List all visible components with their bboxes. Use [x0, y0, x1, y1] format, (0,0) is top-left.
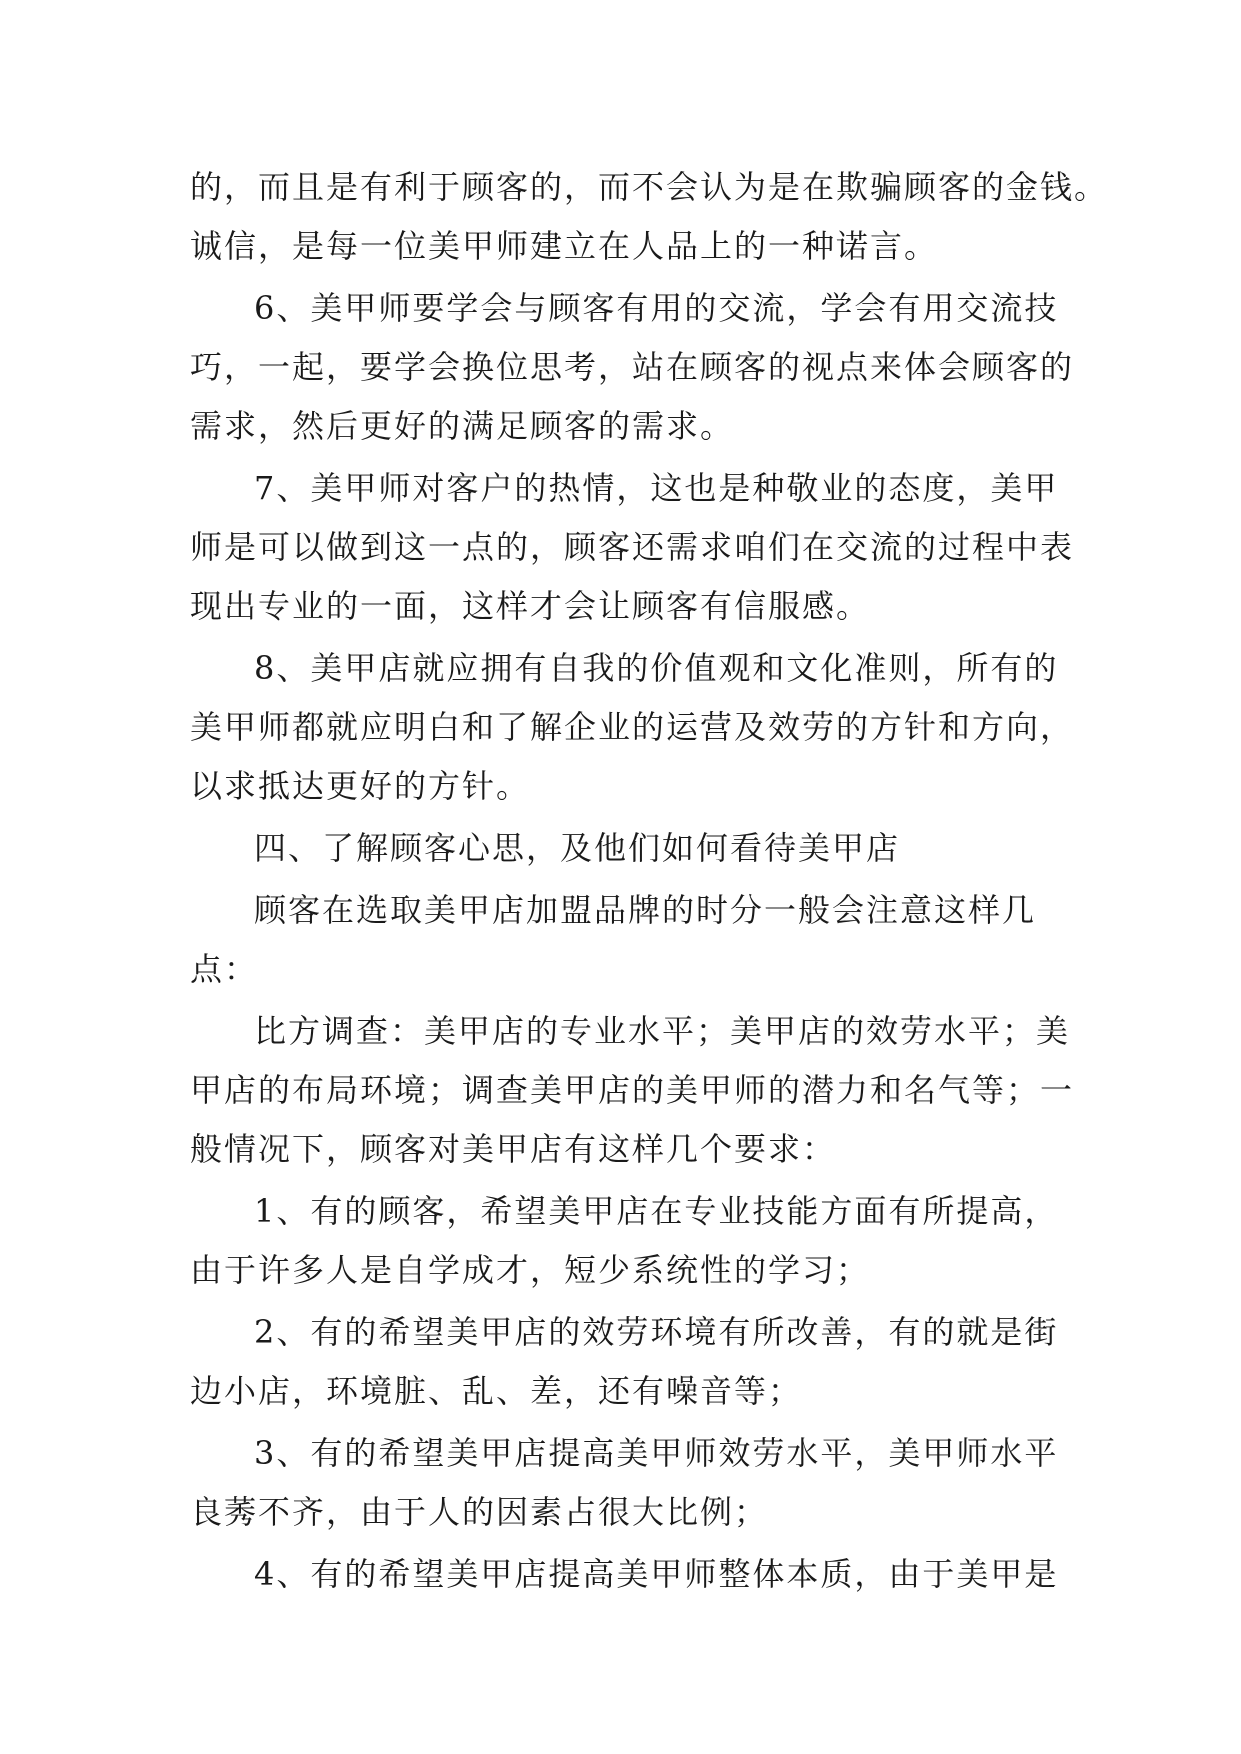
- text-line: 美甲师都就应明白和了解企业的运营及效劳的方针和方向，: [190, 708, 1075, 746]
- paragraph-start-3: 3、有的希望美甲店提高美甲师效劳水平，美甲师水平: [254, 1434, 1059, 1472]
- paragraph-start-6: 6、美甲师要学会与顾客有用的交流，学会有用交流技: [254, 289, 1059, 327]
- paragraph-start-4: 4、有的希望美甲店提高美甲师整体本质，由于美甲是: [254, 1555, 1059, 1593]
- text-line: 以求抵达更好的方针。: [190, 767, 531, 805]
- document-body: [190, 158, 1109, 1604]
- text-line: 良莠不齐，由于人的因素占很大比例；: [190, 1493, 769, 1531]
- text-line: 需求，然后更好的满足顾客的需求。: [190, 407, 735, 445]
- text-line: 诚信，是每一位美甲师建立在人品上的一种诺言。: [190, 227, 939, 265]
- paragraph-start-7: 7、美甲师对客户的热情，这也是种敬业的态度，美甲: [254, 469, 1059, 507]
- paragraph-start: 比方调查：美甲店的专业水平；美甲店的效劳水平；美: [254, 1012, 1071, 1050]
- text-line: 点：: [190, 950, 259, 988]
- paragraph-start: 顾客在选取美甲店加盟品牌的时分一般会注意这样几: [254, 891, 1037, 929]
- section-heading: 四、了解顾客心思，及他们如何看待美甲店: [254, 829, 901, 867]
- text-line: 般情况下，顾客对美甲店有这样几个要求：: [190, 1130, 837, 1168]
- paragraph-start-2: 2、有的希望美甲店的效劳环境有所改善，有的就是街: [254, 1313, 1059, 1351]
- paragraph-start-8: 8、美甲店就应拥有自我的价值观和文化准则，所有的: [254, 649, 1059, 687]
- text-line: 的，而且是有利于顾客的，而不会认为是在欺骗顾客的金钱。: [190, 168, 1109, 206]
- text-line: 师是可以做到这一点的，顾客还需求咱们在交流的过程中表: [190, 528, 1075, 566]
- text-line: 由于许多人是自学成才，短少系统性的学习；: [190, 1251, 871, 1289]
- paragraph-start-1: 1、有的顾客，希望美甲店在专业技能方面有所提高，: [254, 1192, 1059, 1230]
- text-line: 甲店的布局环境；调查美甲店的美甲师的潜力和名气等；一: [190, 1071, 1075, 1109]
- text-line: 现出专业的一面，这样才会让顾客有信服感。: [190, 587, 871, 625]
- text-line: 巧，一起，要学会换位思考，站在顾客的视点来体会顾客的: [190, 348, 1075, 386]
- text-line: 边小店，环境脏、乱、差，还有噪音等；: [190, 1372, 803, 1410]
